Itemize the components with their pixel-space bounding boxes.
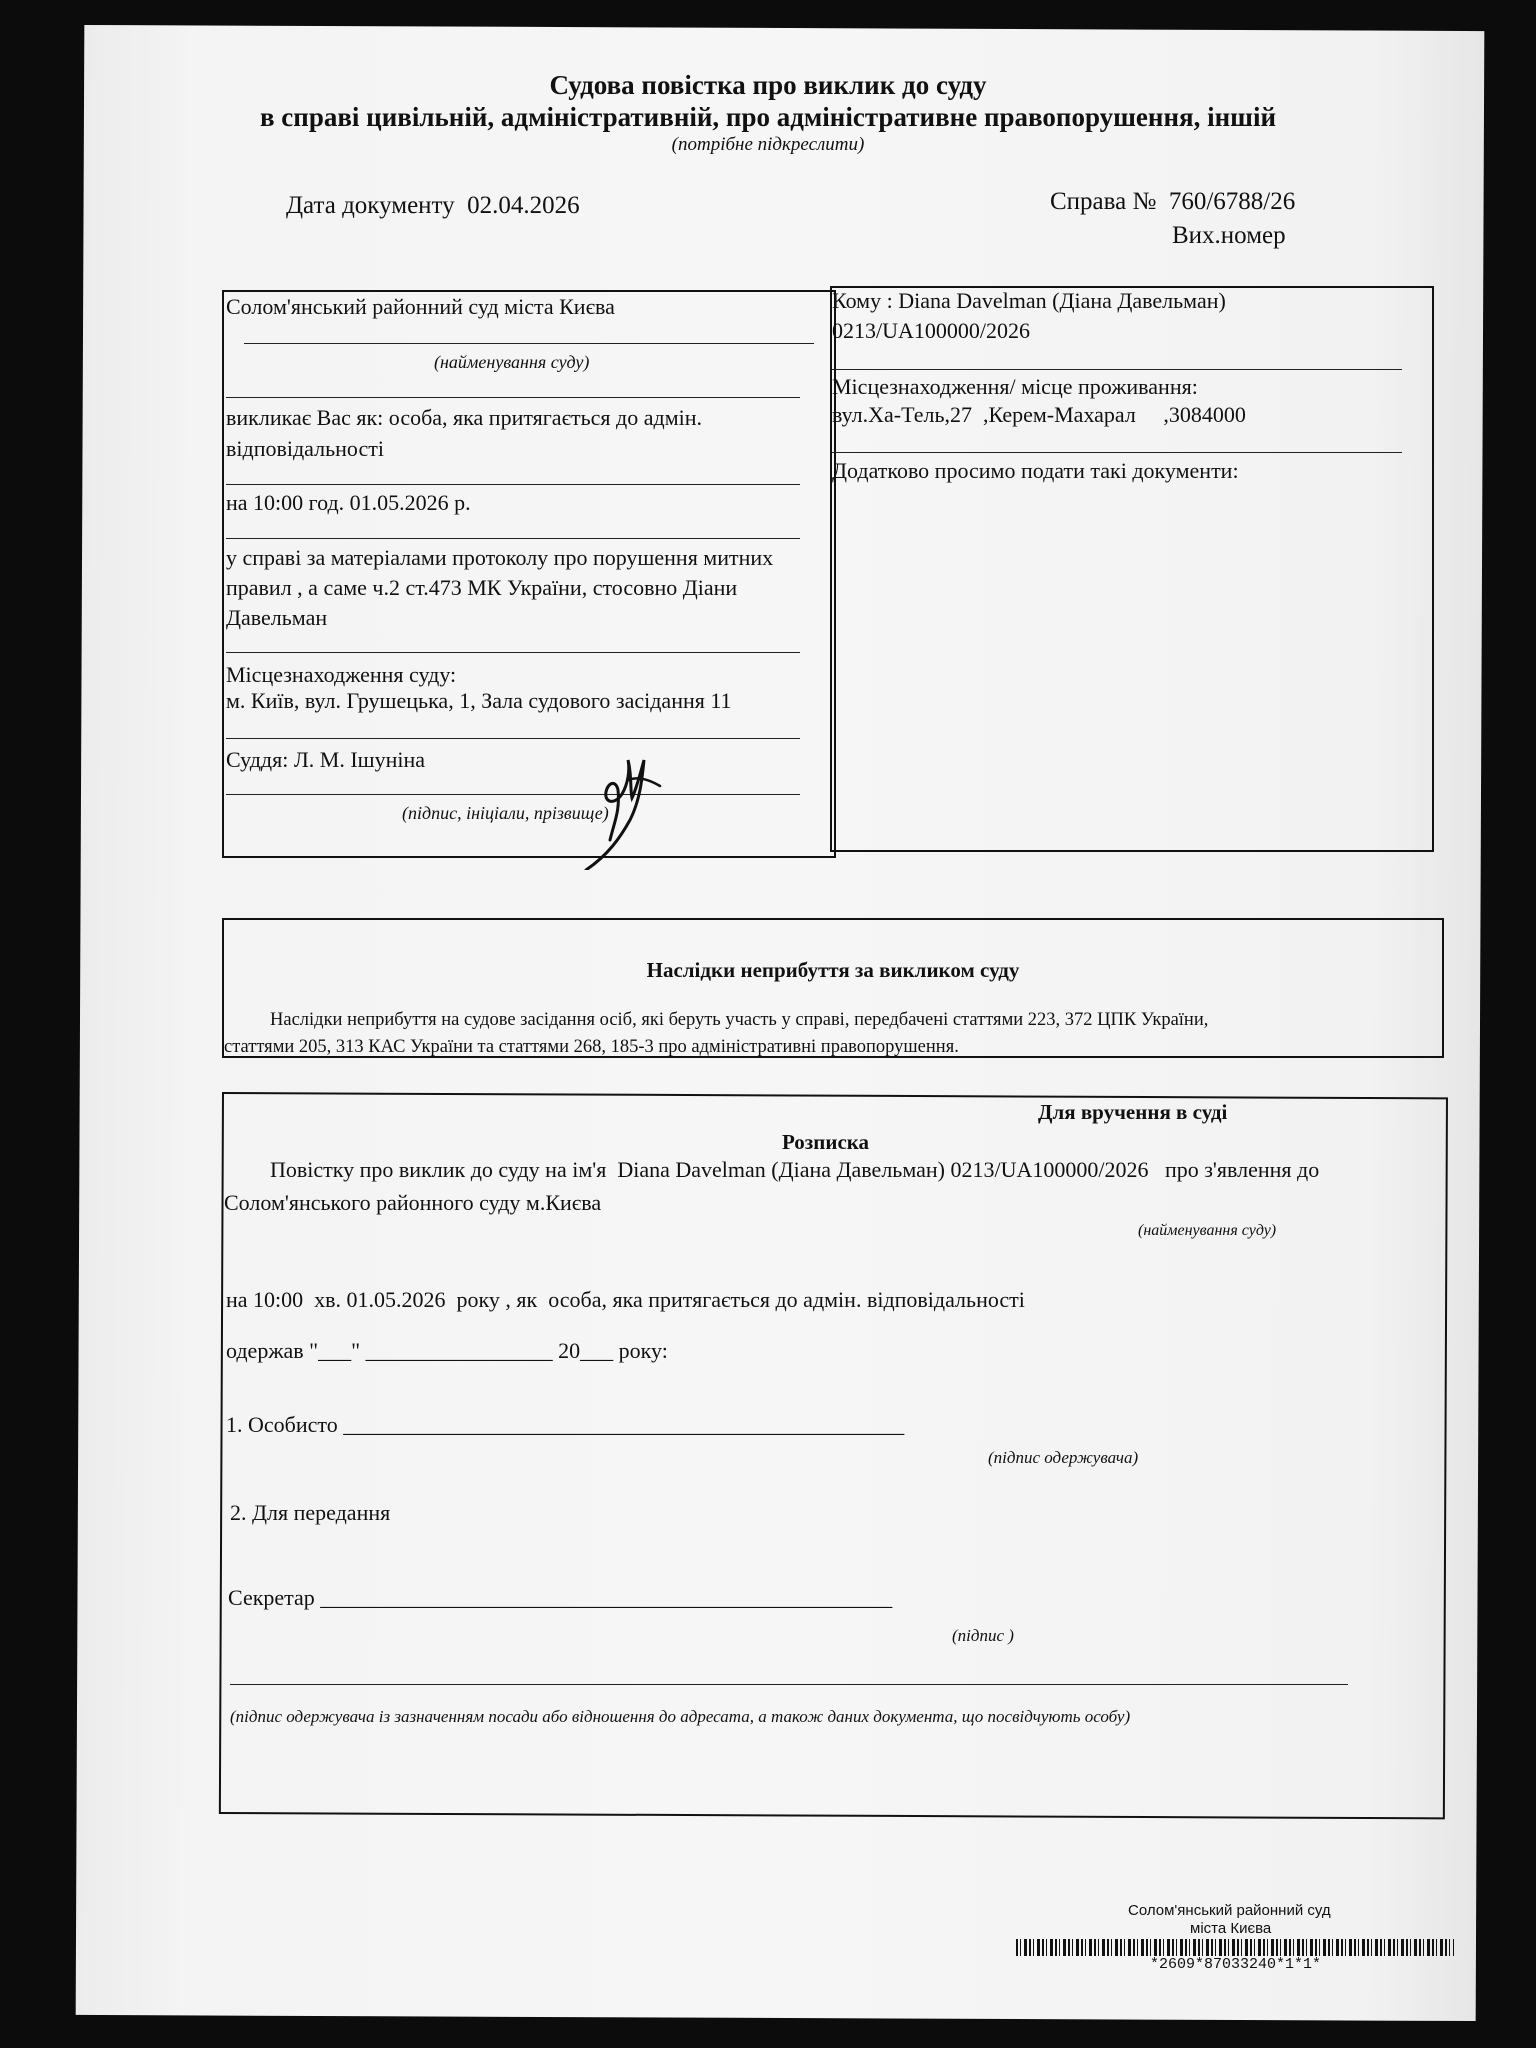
doc-date-value: 02.04.2026 — [467, 192, 580, 219]
stamp-court-name: Солом'янський районний суд — [1128, 1902, 1331, 1919]
divider — [244, 343, 814, 344]
divider — [832, 369, 1402, 370]
consequences-text-line1: Наслідки неприбуття на судове засідання осіб, які беруть участь у справі, передбачені статтями 223, 372 ЦПК України, — [270, 1010, 1209, 1030]
case-description-line2: правил , а саме ч.2 ст.473 МК України, стосовно Діани — [226, 575, 738, 600]
case-description-line3: Давельман — [226, 605, 328, 630]
judge-name: Суддя: Л. М. Ішуніна — [226, 747, 426, 772]
address-value: вул.Ха-Тель,27 ,Керем-Махарал ,3084000 — [832, 402, 1246, 427]
receipt-footnote: (підпис одержувача із зазначенням посади або відношення до адресата, а також даних документа, що посвідчують особу) — [230, 1707, 1131, 1726]
barcode-text: *2609*87033240*1*1* — [1150, 1956, 1322, 1973]
case-number-value: 760/6788/26 — [1168, 188, 1296, 215]
signature-caption: (підпис, ініціали, прізвище) — [402, 803, 609, 823]
personally-signature-line: 1. Особисто ___________________________________________________ — [226, 1412, 905, 1437]
secretary-sign-caption: (підпис ) — [952, 1626, 1014, 1645]
document-date — [286, 192, 580, 220]
consequences-heading: Наслідки неприбуття за викликом суду — [646, 958, 1020, 982]
recipient-panel — [830, 286, 1434, 852]
divider — [226, 738, 800, 739]
case-number — [1050, 188, 1295, 216]
divider — [832, 452, 1402, 453]
receipt-court-caption: (найменування суду) — [1138, 1222, 1277, 1239]
documents-request: Додатково просимо подати такі документи: — [832, 458, 1239, 483]
court-name-caption: (найменування суду) — [434, 352, 590, 372]
case-description-line1: у справі за матеріалами протоколу про порушення митних — [226, 545, 774, 570]
court-name: Солом'янський районний суд міста Києва — [226, 294, 615, 319]
summons-role-line1: викликає Вас як: особа, яка притягається до адмін. — [226, 405, 703, 430]
for-transfer-label: 2. Для передання — [230, 1500, 391, 1525]
title-note: (потрібне підкреслити) — [671, 134, 865, 155]
received-date-line: одержав "___" _________________ 20___ року: — [226, 1338, 668, 1363]
divider — [226, 652, 800, 653]
barcode — [1016, 1939, 1454, 1956]
receipt-text-line1: Повістку про виклик до суду на ім'я Diana Davelman (Діана Давельман) 0213/UA100000/2026 про з'явлення до — [270, 1157, 1320, 1182]
recipient-sign-caption: (підпис одержувача) — [988, 1448, 1139, 1467]
receipt-text-line2: Солом'янського районного суду м.Києва — [224, 1190, 602, 1215]
document-subtitle: в справі цивільній, адміністративній, про адміністративне правопорушення, іншій — [259, 102, 1277, 132]
divider — [226, 538, 800, 539]
divider — [226, 484, 800, 485]
for-court-delivery: Для вручення в суді — [1038, 1100, 1228, 1124]
court-location-label: Місцезнаходження суду: — [226, 662, 457, 687]
doc-date-label: Дата документу — [286, 192, 455, 219]
summons-role-line2: відповідальності — [226, 436, 384, 461]
recipient-id: 0213/UA100000/2026 — [832, 318, 1030, 343]
receipt-heading: Розписка — [782, 1130, 870, 1154]
receipt-time-line: на 10:00 хв. 01.05.2026 року , як особа, яка притягається до адмін. відповідальності — [226, 1287, 1025, 1312]
stamp-court-city: міста Києва — [1190, 1920, 1272, 1937]
consequences-text-line2: статтями 205, 313 КАС України та статтями 268, 185-3 про адміністративні правопорушення. — [224, 1037, 959, 1057]
divider — [226, 794, 800, 795]
judge-signature — [570, 720, 680, 870]
address-label: Місцезнаходження/ місце проживання: — [832, 374, 1198, 399]
divider — [226, 397, 800, 398]
document-title: Судова повістка про виклик до суду — [549, 70, 987, 100]
court-location-value: м. Київ, вул. Грушецька, 1, Зала судового засідання 11 — [226, 688, 732, 713]
out-number-label: Вих.номер — [1172, 222, 1286, 249]
footnote-line — [230, 1684, 1348, 1685]
hearing-time: на 10:00 год. 01.05.2026 р. — [226, 490, 471, 515]
recipient-name: Кому : Diana Davelman (Діана Давельман) — [832, 288, 1226, 313]
case-label: Справа № — [1050, 188, 1157, 215]
secretary-signature-line: Секретар ____________________________________________________ — [228, 1585, 893, 1610]
